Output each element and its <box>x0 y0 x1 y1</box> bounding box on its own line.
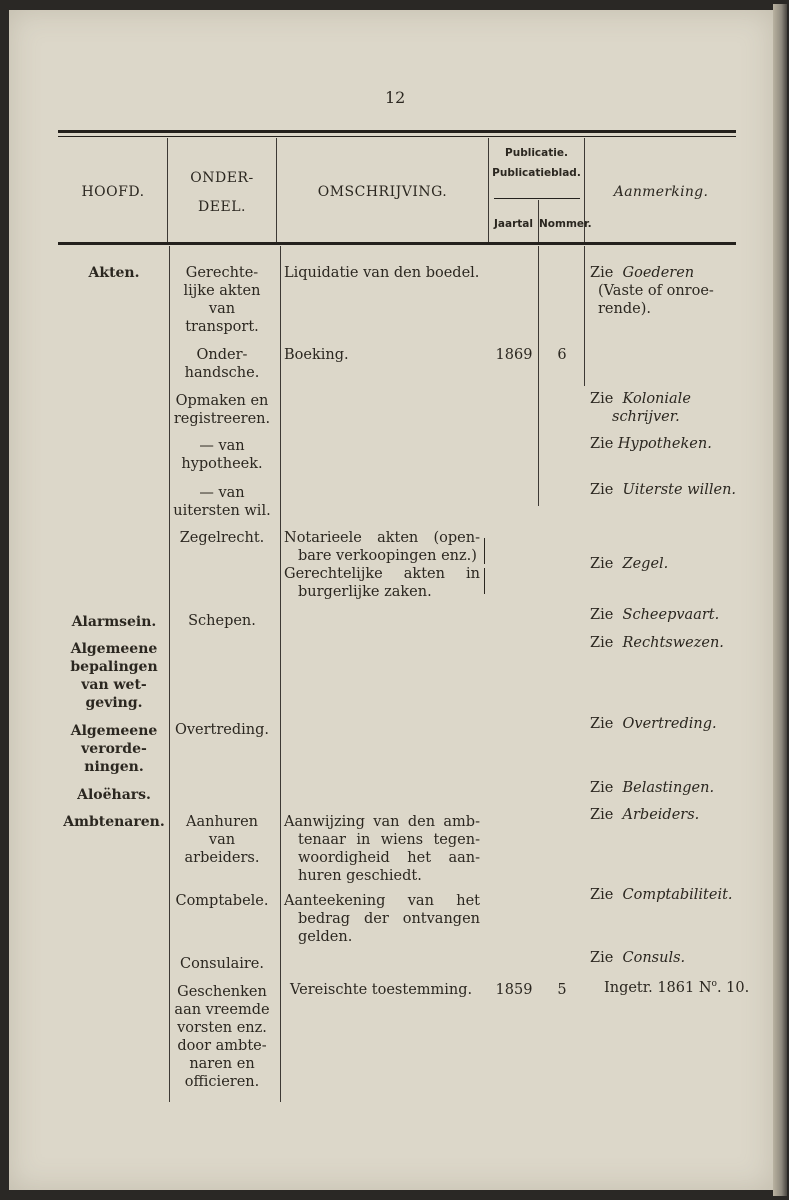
brace <box>484 568 485 594</box>
header-aanmerking: Aanmerking. <box>613 184 709 200</box>
algemeene-verordeningen-onderdeel: Overtreding. <box>174 722 270 738</box>
akten-r2-nommer: 6 <box>557 347 567 363</box>
akten-r6-omschrijving: Notarieele akten (open- bare verkoopingen enz.) Gerechtelijke akten in burgerlijke zaken. <box>284 530 480 600</box>
akten-r4-onderdeel: — van hypotheek. <box>181 438 263 472</box>
aloehars-aanmerking: Zie Belastingen. <box>590 780 715 796</box>
ambtenaren-r3-aanmerking: Zie Consuls. <box>590 950 686 966</box>
column-divider <box>538 246 539 506</box>
alarmsein-onderdeel: Schepen. <box>188 613 256 629</box>
hoofd-aloehars: Aloëhars. <box>77 787 151 803</box>
akten-r1-aanmerking: Zie Goederen (Vaste of onroe- rende). <box>590 265 714 317</box>
header-nommer: Nommer. <box>539 218 592 230</box>
column-divider <box>280 246 281 1102</box>
akten-r5-aanmerking: Zie Uiterste willen. <box>590 482 737 498</box>
ambtenaren-r1-onderdeel: Aanhuren van arbeiders. <box>184 814 260 866</box>
akten-r2-jaartal: 1869 <box>495 347 533 363</box>
alarmsein-aanmerking: Zie Scheepvaart. <box>590 607 720 623</box>
algemeene-bepalingen-aanmerking: Zie Rechtswezen. <box>590 635 724 651</box>
ambtenaren-r2-onderdeel: Comptabele. <box>175 893 269 909</box>
algemeene-verordeningen-aanmerking: Zie Overtreding. <box>590 716 717 732</box>
header-top-rule-thin <box>58 136 736 137</box>
header-onderdeel-line2: DEEL. <box>198 199 246 215</box>
akten-r1-omschrijving: Liquidatie van den boedel. <box>284 265 480 281</box>
hoofd-algemeene-verordeningen: Algemeene verorde- ningen. <box>70 723 158 775</box>
ambtenaren-r4-onderdeel: Geschenken aan vreemde vorsten enz. door ambte- naren en officieren. <box>174 984 270 1090</box>
akten-r6-onderdeel: Zegelrecht. <box>179 530 265 546</box>
ambtenaren-r4-omschrijving: Vereischte toestemming. <box>290 982 473 998</box>
ambtenaren-r2-aanmerking: Zie Comptabiliteit. <box>590 887 733 903</box>
akten-r3-aanmerking: Zie Koloniale schrijver. <box>590 391 691 425</box>
header-onderdeel-line1: ONDER- <box>190 170 254 186</box>
hoofd-algemeene-bepalingen: Algemeene bepalingen van wet- geving. <box>70 641 158 711</box>
ambtenaren-r3-onderdeel: Consulaire. <box>180 956 264 972</box>
ambtenaren-r2-omschrijving: Aanteekening van het bedrag der ontvangen gelden. <box>284 893 480 945</box>
header-publicatie: Publicatie. <box>505 147 568 159</box>
header-hoofd: HOOFD. <box>81 184 145 200</box>
header-jaartal: Jaartal <box>494 218 533 230</box>
page-edge <box>773 4 787 1196</box>
ambtenaren-r1-aanmerking: Zie Arbeiders. <box>590 807 700 823</box>
page-number: 12 <box>385 88 406 107</box>
akten-r6-aanmerking: Zie Zegel. <box>590 556 669 572</box>
ambtenaren-r1-omschrijving: Aanwijzing van den amb- tenaar in wiens tegen- woordigheid het aan- huren geschiedt. <box>284 814 480 884</box>
brace <box>484 538 485 564</box>
ambtenaren-r4-aanmerking: Ingetr. 1861 $N^o$. 10. <box>604 979 750 996</box>
header-publicatieblad: Publicatieblad. <box>492 167 581 179</box>
ambtenaren-r4-nommer: 5 <box>557 982 567 998</box>
hoofd-akten: Akten. <box>88 265 140 281</box>
akten-r5-onderdeel: — van uitersten wil. <box>173 485 271 519</box>
ambtenaren-r4-jaartal: 1859 <box>495 982 533 998</box>
header-omschrijving: OMSCHRIJVING. <box>317 184 448 200</box>
hoofd-alarmsein: Alarmsein. <box>71 614 157 630</box>
akten-r1-onderdeel: Gerechte- lijke akten van transport. <box>183 265 261 335</box>
akten-r2-onderdeel: Onder- handsche. <box>184 347 260 381</box>
header-top-rule <box>58 130 736 133</box>
hoofd-ambtenaren: Ambtenaren. <box>63 814 165 830</box>
header-bottom-rule <box>58 242 736 245</box>
akten-r2-omschrijving: Boeking. <box>284 347 349 363</box>
akten-r3-onderdeel: Opmaken en registreeren. <box>173 393 271 427</box>
publicatie-underline <box>494 198 580 199</box>
akten-r4-aanmerking: Zie Hypotheken. <box>590 436 712 452</box>
column-divider <box>584 246 585 386</box>
